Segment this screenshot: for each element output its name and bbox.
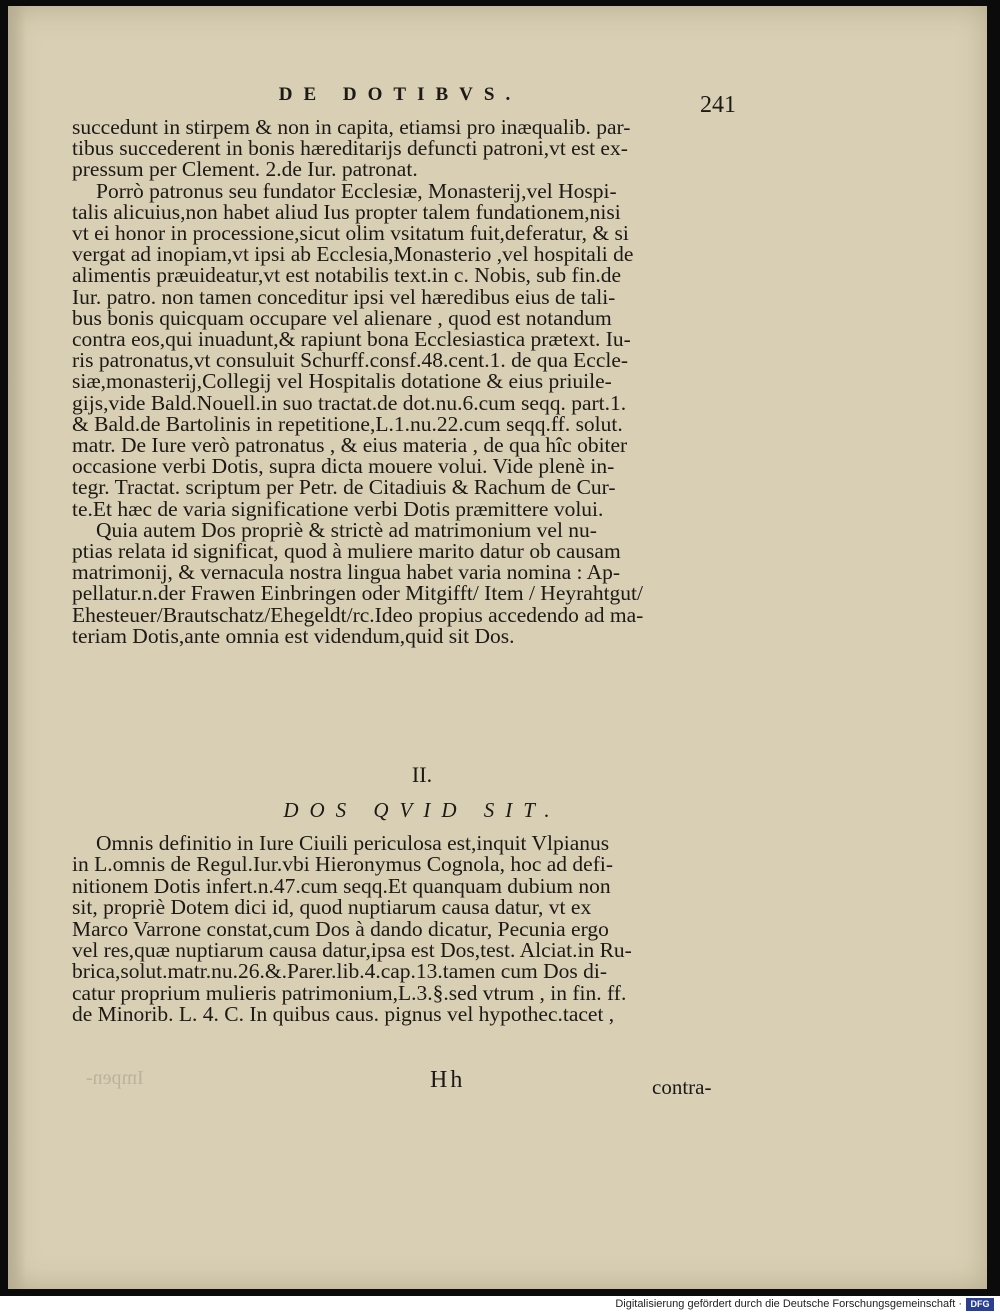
text-line: ptias relata id significat, quod à muliere marito datur ob causam bbox=[72, 539, 621, 564]
text-line: Marco Varrone constat,cum Dos à dando dicatur, Pecunia ergo bbox=[72, 916, 609, 941]
page-number: 241 bbox=[700, 92, 736, 118]
text-line: de Minorib. L. 4. C. In quibus caus. pignus vel hypothec.tacet , bbox=[72, 1002, 615, 1027]
catchword: contra- bbox=[652, 1075, 712, 1099]
text-line: talis alicuius,non habet aliud Ius propter talem fundationem,nisi bbox=[72, 199, 621, 224]
text-line: succedunt in stirpem & non in capita, etiamsi pro inæqualib. par- bbox=[72, 115, 631, 139]
text-line: sit, propriè Dotem dici id, quod nuptiarum causa datur, vt ex bbox=[72, 895, 592, 920]
text-line: occasione verbi Dotis, supra dicta mouere volui. Vide plenè in- bbox=[72, 454, 615, 479]
text-line: matrimonij, & vernacula nostra lingua habet varia nomina : Ap- bbox=[72, 560, 621, 585]
text-line: bus bonis quicquam occupare vel alienare , quod est notandum bbox=[72, 305, 612, 330]
section-body-text bbox=[72, 833, 772, 1026]
text-line: & Bald.de Bartolinis in repetitione,L.1.nu.22.cum seqq.ff. solut. bbox=[72, 411, 623, 436]
text-line: alimentis præuideatur,vt est notabilis text.in c. Nobis, sub fin.de bbox=[72, 263, 622, 288]
text-line: Ehesteuer/Brautschatz/Ehegeldt/rc.Ideo propius accedendo ad ma- bbox=[72, 602, 644, 627]
dfg-logo-icon: DFG bbox=[966, 1298, 994, 1311]
text-line: teriam Dotis,ante omnia est videndum,quid sit Dos. bbox=[72, 623, 515, 648]
text-line: vt ei honor in processione,sicut olim vsitatum fuit,deferatur, & si bbox=[72, 221, 629, 246]
text-line: Iur. patro. non tamen conceditur ipsi vel hæredibus eius de tali- bbox=[72, 284, 616, 309]
text-line: contra eos,qui inuadunt,& rapiunt bona Ecclesiastica prætext. Iu- bbox=[72, 327, 631, 352]
text-line: gijs,vide Bald.Nouell.in suo tractat.de dot.nu.6.cum seqq. part.1. bbox=[72, 390, 627, 415]
text-line: tegr. Tractat. scriptum per Petr. de Citadiuis & Rachum de Cur- bbox=[72, 475, 616, 500]
text-line: nitionem Dotis infert.n.47.cum seqq.Et quanquam dubium non bbox=[72, 873, 611, 898]
text-line: matr. De Iure verò patronatus , & eius materia , de qua hîc obiter bbox=[72, 433, 628, 458]
text-line: pellatur.n.der Frawen Einbringen oder Mitgifft/ Item / Heyrahtgut/ bbox=[72, 581, 643, 606]
text-line: ris patronatus,vt consuluit Schurff.consf.48.cent.1. de qua Eccle- bbox=[72, 348, 629, 373]
text-line: siæ,monasterij,Collegij vel Hospitalis dotatione & eius priuile- bbox=[72, 369, 612, 394]
text-line: Omnis definitio in Iure Ciuili periculosa est,inquit Vlpianus bbox=[96, 831, 610, 855]
text-line: Quia autem Dos propriè & strictè ad matrimonium vel nu- bbox=[96, 517, 597, 542]
text-line: in L.omnis de Regul.Iur.vbi Hieronymus Cognola, hoc ad defi- bbox=[72, 852, 613, 877]
text-line: te.Et hæc de varia significatione verbi Dotis præmittere volui. bbox=[72, 496, 604, 521]
text-line: brica,solut.matr.nu.26.&.Parer.lib.4.cap.13.tamen cum Dos di- bbox=[72, 959, 608, 984]
signature-mark: Hh bbox=[430, 1067, 466, 1093]
text-line: tibus succederent in bonis hæreditarijs defuncti patroni,vt est ex- bbox=[72, 136, 628, 161]
section-title: DOS QVID SIT. bbox=[283, 798, 561, 822]
funding-notice: Digitalisierung gefördert durch die Deutsche Forschungsgemeinschaft · bbox=[615, 1298, 962, 1310]
running-head: DE DOTIBVS. bbox=[278, 84, 522, 105]
text-line: catur proprium mulieris patrimonium,L.3.§.sed vtrum , in fin. ff. bbox=[72, 980, 627, 1005]
bleed-through-text: Impen- bbox=[86, 1067, 144, 1089]
text-line: vel res,quæ nuptiarum causa datur,ipsa est Dos,test. Alciat.in Ru- bbox=[72, 938, 632, 963]
body-text bbox=[72, 117, 772, 647]
text-line: Porrò patronus seu fundator Ecclesiæ, Monasterij,vel Hospi- bbox=[96, 178, 617, 203]
text-line: pressum per Clement. 2.de Iur. patronat. bbox=[72, 157, 418, 182]
page-gutter-shadow bbox=[8, 6, 26, 1289]
section-number: II. bbox=[411, 762, 433, 787]
text-line: vergat ad inopiam,vt ipsi ab Ecclesia,Monasterio ,vel hospitali de bbox=[72, 242, 634, 267]
